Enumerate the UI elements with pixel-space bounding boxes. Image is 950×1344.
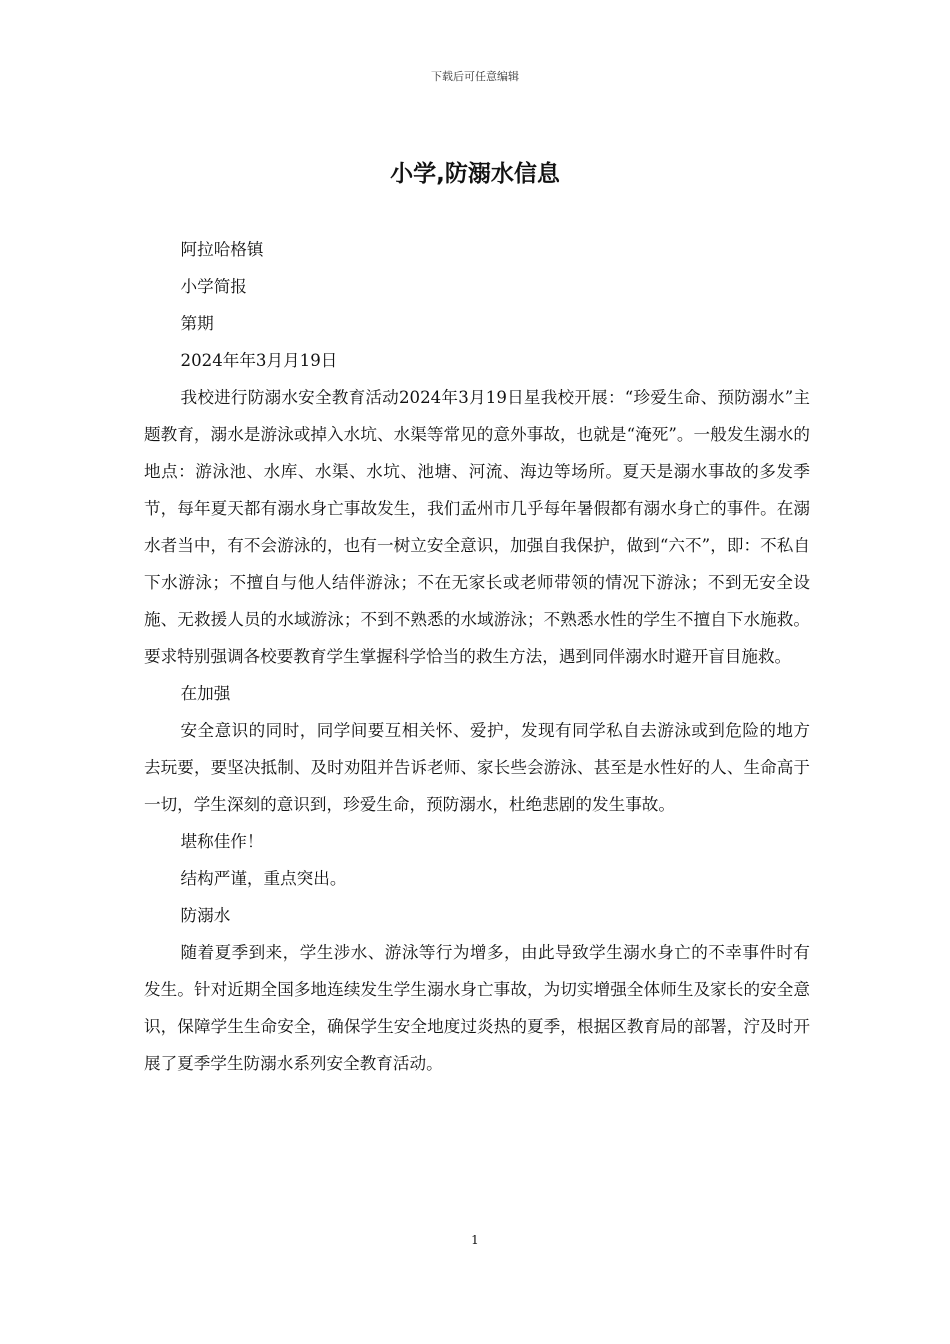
page-number: 1 — [471, 1233, 479, 1247]
body-paragraph: 我校进行防溺水安全教育活动2024年3月19日星我校开展：“珍爱生命、预防溺水”主题教育，溺水是游泳或掉入水坑、水渠等常见的意外事故，也就是“淹死”。一般发生溺水的地点：游泳池、水库、水渠、水坑、池塘、河流、海边等场所。夏天是溺水事故的多发季节，每年夏天都有溺水身亡事故发生，我们孟州市几乎每年暑假都有溺水身亡的事件。在溺水者当中，有不会游泳的，也有一树立安全意识，加强自我保护，做到“六不”，即：不私自下水游泳；不擅自与他人结伴游泳；不在无家长或老师带领的情况下游泳；不到无安全设施、无救援人员的水域游泳；不到不熟悉的水域游泳；不熟悉水性的学生不擅自下水施救。要求特别强调各校要教育学生掌握科学恰当的救生方法，遇到同伴溺水时避开盲目施救。 — [144, 388, 810, 666]
body-paragraph: 2024年年3月月19日 — [180, 351, 338, 370]
body-paragraph: 安全意识的同时，同学间要互相关怀、爱护，发现有同学私自去游泳或到危险的地方去玩要，要坚决抵制、及时劝阻并告诉老师、家长些会游泳、甚至是水性好的人、生命高于一切，学生深刻的意识到，珍爱生命，预防溺水，杜绝悲剧的发生事故。 — [144, 721, 810, 814]
body-paragraph: 在加强 — [180, 684, 231, 703]
document-body — [144, 231, 810, 1082]
body-paragraph: 堪称佳作！ — [180, 832, 264, 851]
header-note: 下载后可任意编辑 — [431, 70, 519, 83]
body-paragraph: 第期 — [180, 314, 214, 333]
body-paragraph: 小学简报 — [180, 277, 247, 296]
body-paragraph: 随着夏季到来，学生涉水、游泳等行为增多，由此导致学生溺水身亡的不幸事件时有发生。针对近期全国多地连续发生学生溺水身亡事故，为切实增强全体师生及家长的安全意识，保障学生生命安全，确保学生安全地度过炎热的夏季，根据区教育局的部署，泞及时开展了夏季学生防溺水系列安全教育活动。 — [144, 943, 810, 1073]
body-paragraph: 防溺水 — [180, 906, 231, 925]
document-title: 小学,防溺水信息 — [390, 161, 560, 187]
body-paragraph: 阿拉哈格镇 — [180, 240, 264, 259]
body-paragraph: 结构严谨，重点突出。 — [180, 869, 347, 888]
